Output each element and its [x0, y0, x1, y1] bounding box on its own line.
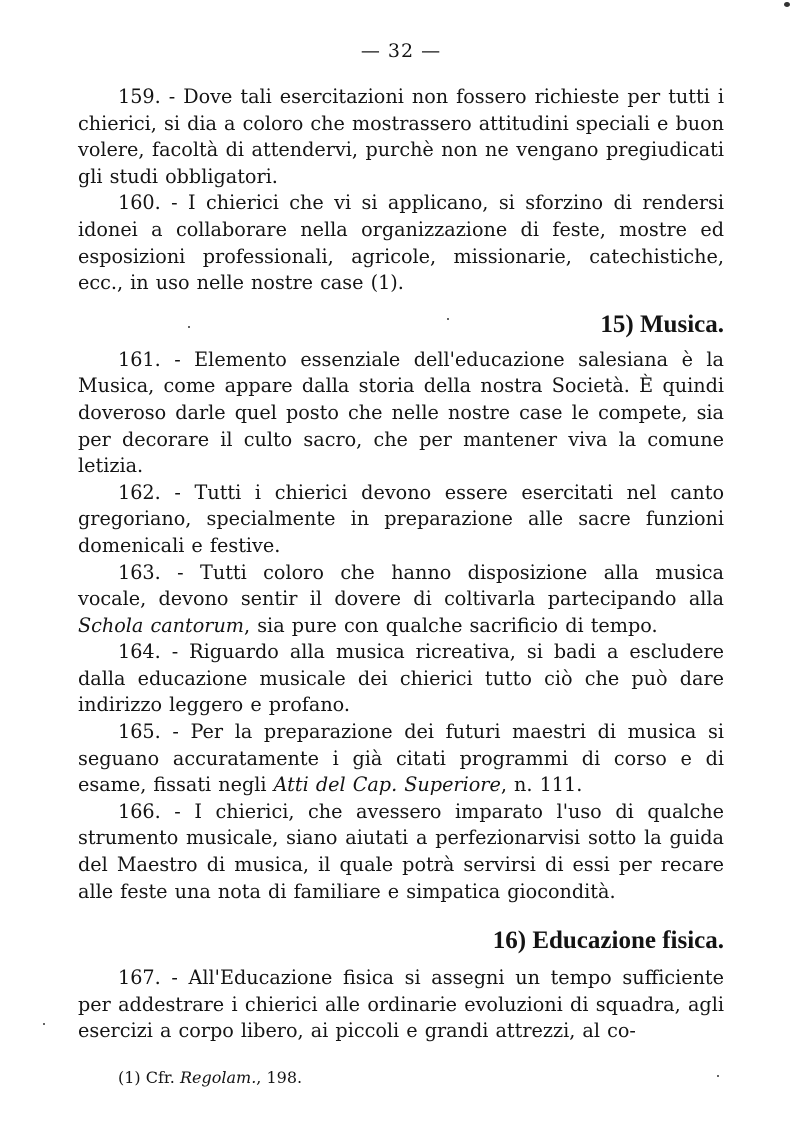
- paragraph-163-text-a: 163. - Tutti coloro che hanno disposizione alla musica vocale, devono sentir il dovere di coltivarla partecipando alla: [78, 560, 724, 611]
- paragraph-165-text-a: 165. - Per la preparazione dei futuri maestri di musica si seguano accuratamente i già citati programmi di corso e di esame, fissati negli: [78, 720, 724, 797]
- paragraph-163-text-b: , sia pure con qualche sacrificio di tempo.: [244, 613, 658, 637]
- footnote: [118, 1068, 302, 1087]
- section-heading-musica: 15) Musica.: [600, 310, 724, 338]
- footnote-rest: , 198.: [256, 1068, 303, 1087]
- page-body: [78, 40, 724, 1045]
- section-heading-educazione-fisica: 16) Educazione fisica.: [492, 927, 724, 955]
- paragraph-165-text-b: , n. 111.: [500, 773, 583, 797]
- paragraph-161: 161. - Elemento essenziale dell'educazione salesiana è la Musica, come appare dalla storia della nostra Società. È quindi doveroso darle quel posto che nelle nostre case le compete, sia per decorare il culto sacro, che per mantener viva la comune letizia.: [78, 347, 724, 478]
- paragraph-159: 159. - Dove tali esercitazioni non fossero richieste per tutti i chierici, si dia a coloro che mostrassero attitudini speciali e buon volere, facoltà di attendervi, purchè non ne vengano pregiudicati gli studi obbligatori.: [78, 85, 724, 188]
- page-number: — 32 —: [360, 40, 442, 62]
- print-speck: [188, 326, 190, 328]
- footnote-marker: (1) Cfr.: [118, 1068, 180, 1087]
- paragraph-163-italic: Schola cantorum: [78, 613, 245, 637]
- print-speck: [43, 1023, 45, 1025]
- footnote-italic: Regolam.: [179, 1068, 257, 1087]
- paragraph-160: 160. - I chierici che vi si applicano, si sforzino di rendersi idonei a collaborare nella organizzazione di feste, mostre ed esposizioni professionali, agricole, missionarie, catechistiche, ecc., in uso nelle nostre case (1).: [78, 191, 724, 295]
- paragraph-166: 166. - I chierici, che avessero imparato l'uso di qualche strumento musicale, siano aiutati a perfezionarvisi sotto la guida del Maestro di musica, il quale potrà servirsi di essi per recare alle feste una nota di familiare e simpatica giocondità.: [78, 799, 724, 903]
- paragraph-165: [78, 719, 724, 799]
- print-speck: [717, 1075, 719, 1077]
- paragraph-164: 164. - Riguardo alla musica ricreativa, si badi a escludere dalla educazione musicale dei chierici tutto ciò che può dare indirizzo leggero e profano.: [78, 640, 724, 717]
- print-speck: [784, 2, 790, 7]
- paragraph-163: [78, 560, 724, 640]
- paragraph-165-italic: Atti del Cap. Superiore: [273, 773, 501, 797]
- print-speck: [447, 318, 449, 320]
- paragraph-167: 167. - All'Educazione fisica si assegni un tempo sufficiente per addestrare i chierici alle ordinarie evoluzioni di squadra, agli esercizi a corpo libero, ai piccoli e grandi attrezzi, al co-: [78, 966, 724, 1043]
- paragraph-162: 162. - Tutti i chierici devono essere esercitati nel canto gregoriano, specialmente in preparazione alle sacre funzioni domenicali e festive.: [78, 480, 724, 557]
